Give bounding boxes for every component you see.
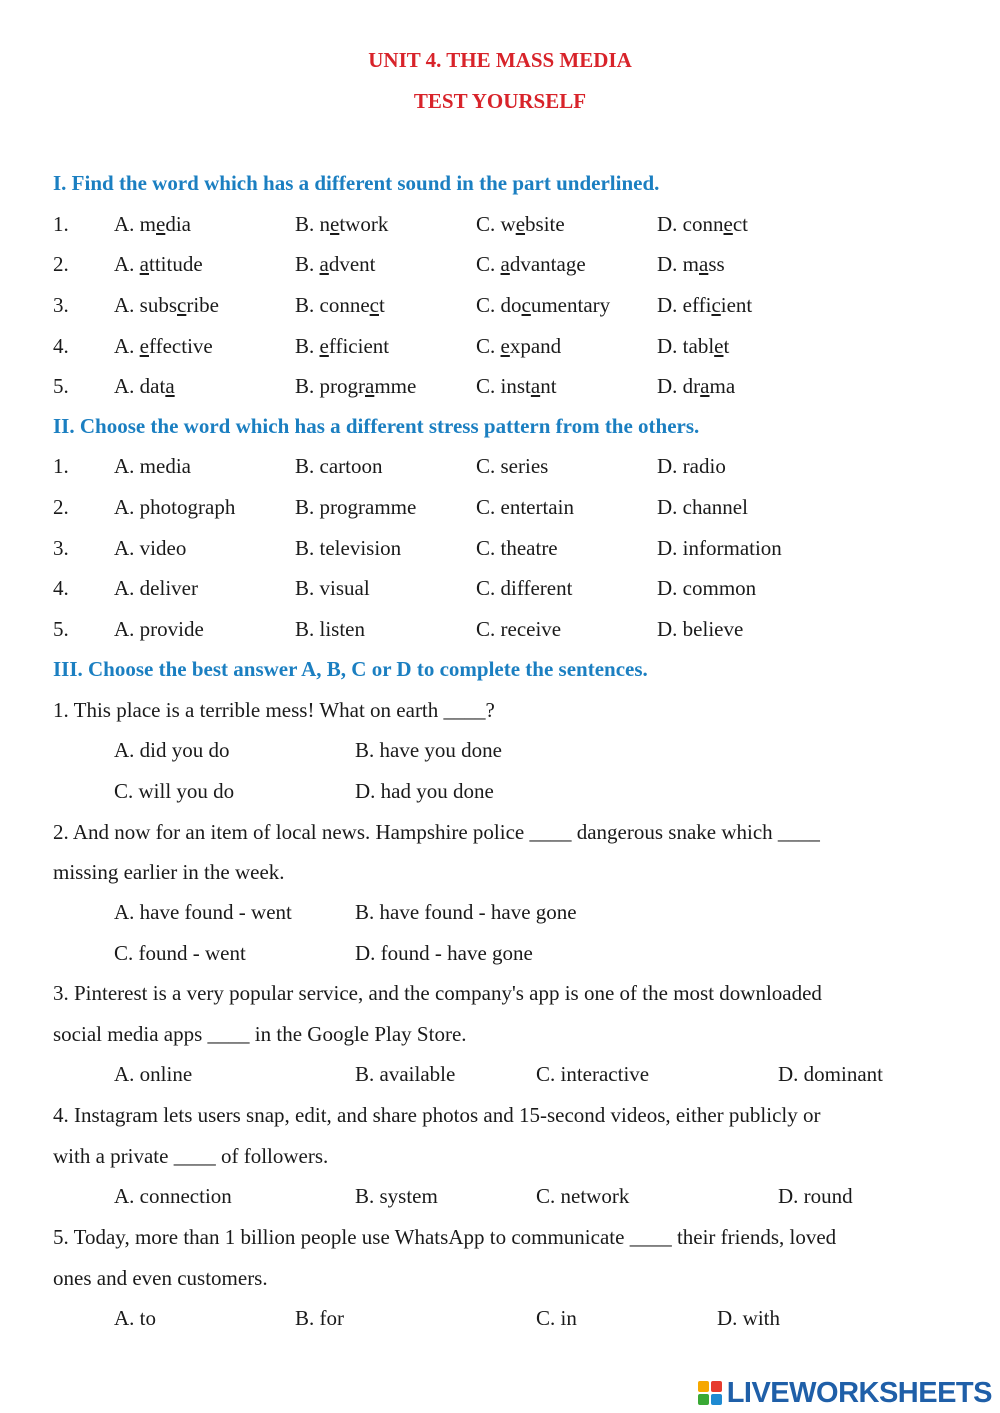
question-row [0,536,1000,566]
underlined-letter: e [139,334,149,358]
section-2-heading: II. Choose the word which has a different stress pattern from the others. [53,414,700,438]
answer-option[interactable]: B. system [355,1184,438,1208]
question-row [0,576,1000,606]
option-text-pre: D. dr [657,374,701,398]
option-text-post: ient [720,293,753,317]
answer-option[interactable] [114,293,219,318]
section-1-heading: I. Find the word which has a different sound in the part underlined. [53,171,660,195]
answer-option[interactable] [657,212,748,237]
answer-option[interactable]: A. did you do [114,738,230,762]
answer-option[interactable] [476,293,610,318]
brand-text: LIVEWORKSHEETS [726,1376,992,1409]
answer-option[interactable] [476,252,586,277]
answer-option[interactable] [295,374,416,399]
question-number: 5. [53,374,69,398]
question-row [0,495,1000,525]
option-text-post: dvantage [509,252,586,276]
underlined-letter: c [369,293,379,317]
answer-option[interactable]: C. different [476,576,573,600]
underlined-letter: a [139,252,149,276]
question-number: 3. [53,293,69,317]
option-text-pre: C. [476,334,501,358]
option-text-pre: A. [114,252,140,276]
option-text-post: umentary [530,293,611,317]
option-text-post: twork [339,212,389,236]
answer-option[interactable]: D. believe [657,617,744,641]
answer-option[interactable]: B. programme [295,495,417,519]
option-text-pre: D. tabl [657,334,715,358]
answer-option[interactable]: A. provide [114,617,204,641]
answer-option[interactable]: D. information [657,536,782,560]
answer-option[interactable]: B. have you done [355,738,502,762]
answer-option[interactable] [114,252,203,277]
option-text-pre: D. m [657,252,699,276]
option-text-post: t [723,334,730,358]
section-3-heading: III. Choose the best answer A, B, C or D to complete the sentences. [53,657,648,681]
question-number: 4. [53,334,69,358]
answer-option[interactable]: A. online [114,1062,193,1086]
option-text-post: nt [540,374,557,398]
answer-option[interactable]: C. network [536,1184,630,1208]
option-text-pre: A. dat [114,374,166,398]
answer-option[interactable]: C. receive [476,617,562,641]
underlined-letter: e [330,212,340,236]
answer-option[interactable] [657,252,725,277]
answer-option[interactable]: A. deliver [114,576,198,600]
underlined-letter: e [319,334,329,358]
answer-option[interactable]: D. found - have gone [355,941,533,965]
option-text-post: xpand [509,334,562,358]
liveworksheets-brand[interactable] [697,1376,992,1410]
answer-option[interactable] [295,252,376,277]
option-text-pre: B. [295,334,320,358]
option-text-pre: A. subs [114,293,178,317]
answer-option[interactable]: D. channel [657,495,748,519]
underlined-letter: a [699,252,709,276]
answer-option[interactable]: D. with [717,1306,780,1330]
option-text-post: mme [374,374,417,398]
option-text-pre: C. [476,252,501,276]
underlined-letter: e [723,212,733,236]
underlined-letter: c [177,293,187,317]
question-text: with a private ____ of followers. [53,1144,329,1168]
answer-option[interactable] [476,374,557,399]
question-text: missing earlier in the week. [53,860,285,884]
question-number: 5. [53,617,69,641]
answer-option[interactable] [657,334,729,359]
question-row [0,374,1000,404]
page-title: UNIT 4. THE MASS MEDIA [368,48,632,72]
question-row [0,454,1000,484]
question-row [0,252,1000,282]
underlined-letter: c [711,293,721,317]
liveworksheets-logo-icon [697,1379,725,1407]
answer-option[interactable]: D. had you done [355,779,494,803]
option-text-post: ffective [149,334,213,358]
answer-option[interactable]: C. found - went [114,941,246,965]
question-number: 3. [53,536,69,560]
answer-option[interactable] [657,293,752,318]
answer-option[interactable] [114,334,213,359]
question-row [0,212,1000,242]
answer-option[interactable]: B. television [295,536,402,560]
underlined-letter: a [500,252,510,276]
option-text-post: dia [165,212,191,236]
answer-option[interactable]: C. interactive [536,1062,650,1086]
answer-option[interactable] [476,212,565,237]
answer-option[interactable]: C. theatre [476,536,558,560]
answer-option[interactable]: D. round [778,1184,853,1208]
option-text-pre: B. conne [295,293,370,317]
answer-option[interactable]: A. media [114,454,191,478]
underlined-letter: e [500,334,510,358]
option-text-pre: B. progr [295,374,365,398]
answer-option[interactable]: C. will you do [114,779,235,803]
underlined-letter: e [714,334,724,358]
answer-option[interactable] [657,374,735,399]
answer-option[interactable]: C. entertain [476,495,574,519]
page-subtitle: TEST YOURSELF [413,89,587,113]
option-text-pre: C. do [476,293,522,317]
question-number: 4. [53,576,69,600]
question-number: 2. [53,495,69,519]
option-text-post: t [378,293,385,317]
option-text-post: bsite [525,212,565,236]
question-row [0,334,1000,364]
answer-option[interactable] [295,334,389,359]
underlined-letter: a [365,374,375,398]
question-row [0,617,1000,647]
answer-option[interactable]: D. radio [657,454,726,478]
answer-option[interactable]: B. listen [295,617,366,641]
answer-option[interactable]: A. video [114,536,187,560]
option-text-pre: C. w [476,212,516,236]
question-text: social media apps ____ in the Google Play Store. [53,1022,467,1046]
question-text: 3. Pinterest is a very popular service, and the company's app is one of the most downloaded [53,981,822,1005]
question-text: 1. This place is a terrible mess! What on earth ____? [53,698,495,722]
question-number: 2. [53,252,69,276]
underlined-letter: a [530,374,541,398]
option-text-post: ribe [186,293,219,317]
option-text-post: ss [708,252,725,276]
question-text: 4. Instagram lets users snap, edit, and share photos and 15-second videos, either publicly or [53,1103,821,1127]
option-text-post: ma [709,374,736,398]
answer-option[interactable]: A. connection [114,1184,232,1208]
question-text: ones and even customers. [53,1266,268,1290]
underlined-letter: e [515,212,526,236]
answer-option[interactable]: B. for [295,1306,344,1330]
answer-option[interactable] [295,212,388,237]
option-text-pre: D. effi [657,293,712,317]
option-text-post: fficient [328,334,390,358]
option-text-pre: D. conn [657,212,724,236]
question-number: 1. [53,212,69,236]
answer-option[interactable]: B. have found - have gone [355,900,577,924]
underlined-letter: a [700,374,710,398]
answer-option[interactable]: B. visual [295,576,370,600]
underlined-letter: a [165,374,175,398]
option-text-post: ct [732,212,748,236]
underlined-letter: e [156,212,166,236]
question-number: 1. [53,454,69,478]
underlined-letter: c [521,293,531,317]
option-text-pre: A. [114,334,140,358]
option-text-pre: B. [295,252,320,276]
underlined-letter: a [319,252,329,276]
answer-option[interactable]: A. photograph [114,495,236,519]
option-text-pre: A. m [114,212,156,236]
answer-option[interactable]: C. series [476,454,549,478]
answer-option[interactable]: D. common [657,576,757,600]
answer-option[interactable]: C. in [536,1306,577,1330]
answer-option[interactable] [114,212,191,237]
answer-option[interactable]: A. to [114,1306,156,1330]
answer-option[interactable]: D. dominant [778,1062,883,1086]
question-row [0,293,1000,323]
option-text-pre: C. inst [476,374,531,398]
option-text-post: ttitude [149,252,203,276]
answer-option[interactable]: B. cartoon [295,454,383,478]
question-text: 5. Today, more than 1 billion people use WhatsApp to communicate ____ their friends, loved [53,1225,837,1249]
answer-option[interactable] [295,293,385,318]
answer-option[interactable] [476,334,561,359]
answer-option[interactable] [114,374,175,399]
option-text-post: dvent [328,252,376,276]
answer-option[interactable]: B. available [355,1062,456,1086]
question-text: 2. And now for an item of local news. Hampshire police ____ dangerous snake which ____ [53,820,820,844]
answer-option[interactable]: A. have found - went [114,900,292,924]
option-text-pre: B. n [295,212,331,236]
